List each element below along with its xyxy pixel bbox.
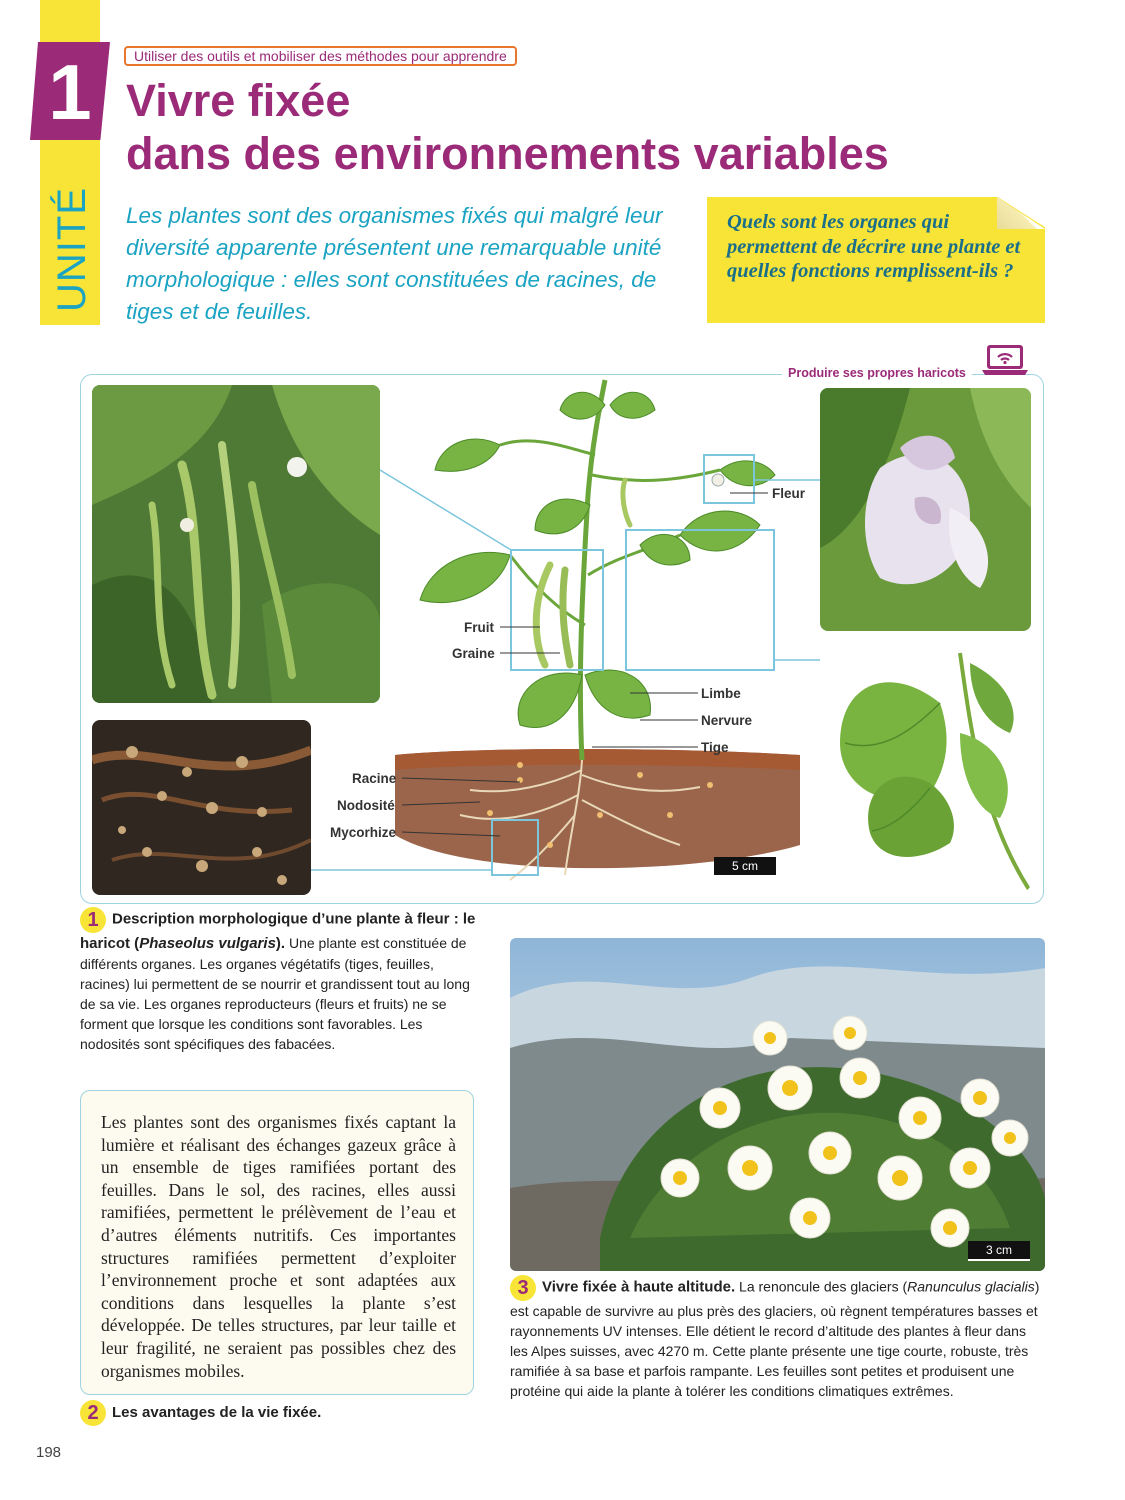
page-title-line2: dans des environnements variables: [126, 128, 889, 179]
label-fleur: Fleur: [772, 486, 806, 501]
doc3-caption-body-b: ) est capable de survivre au plus près des glaciers, où règnent températures basses et rayonnements UV intenses. Elle détient le record d’altitude des plantes à fleur dans les Alpes suisses, avec 4270 m. Cette plante présente une tige courte, robuste, très ramifiée à sa base et parfois rampante. Les feuilles sont petites et produisent une protéine qui aide la plante à tolérer les conditions climatiques extrêmes.: [510, 1278, 1040, 1399]
label-tige: Tige: [701, 740, 729, 755]
label-fruit: Fruit: [464, 620, 494, 635]
subject-tag: Utiliser des outils et mobiliser des méthodes pour apprendre: [124, 46, 517, 66]
doc1-caption-body: Une plante est constituée de différents organes. Les organes végétatifs (tiges, feuilles, racines) lui permettent de se nourrir et grandissent tout au long de sa vie. Les organes reproducteurs (fleurs et fruits) ne se forment que lorsque les conditions sont favorables. Les nodosités sont spécifiques des fabacées.: [80, 935, 470, 1052]
doc2-caption: [80, 1400, 321, 1426]
doc2-caption-title: Les avantages de la vie fixée.: [112, 1404, 322, 1421]
unit-number: 1: [48, 48, 92, 136]
photo-glacier-buttercup: [510, 938, 1045, 1271]
doc3-caption-title: Vivre fixée à haute altitude.: [542, 1278, 736, 1296]
label-graine: Graine: [452, 646, 495, 661]
doc3-caption-species: Ranunculus glacialis: [907, 1278, 1035, 1295]
doc1-caption-title: Description morphologique d’une plante à fleur : le haricot (: [80, 910, 476, 952]
doc2-text-box: [80, 1090, 474, 1395]
question-text: Quels sont les organes qui permettent de décrire une plante et quelles fonctions remplissent-ils ?: [727, 211, 1021, 282]
doc1-caption: [80, 907, 480, 1054]
doc3-caption-body-a: La renoncule des glaciers (: [735, 1278, 908, 1295]
label-mycorhize: Mycorhize: [330, 825, 397, 840]
unit-label: UNITÉ: [50, 187, 94, 312]
page-number: 198: [36, 1444, 62, 1461]
label-limbe: Limbe: [701, 686, 741, 701]
page-title-line1: Vivre fixée: [126, 75, 351, 126]
doc1-caption-title-end: ).: [275, 935, 286, 952]
doc2-text: Les plantes sont des organismes fixés captant la lumière et réalisant des échanges gazeux grâce à un ensemble de tiges ramifiées portant des feuilles. Dans le sol, des racines, elles aussi ramifiées, permettent le prélèvement de l’eau et d’autres éléments nutritifs. Ces importantes structures ramifiées permettent d’exploiter l’environnement proche et sont adaptées aux conditions dans lesquelles la plante s’est développée. De telles structures, par leur taille et leur fragilité, ne seraient pas possibles chez des organismes mobiles.: [101, 1112, 456, 1381]
doc3-number-badge: 3: [510, 1275, 536, 1301]
label-nodosite: Nodosité: [337, 798, 395, 813]
doc3-caption: [510, 1275, 1045, 1401]
scale-bar-doc1: 5 cm: [714, 857, 776, 877]
doc1-caption-species: Phaseolus vulgaris: [139, 935, 276, 952]
label-racine: Racine: [352, 771, 397, 786]
intro-text: Les plantes sont des organismes fixés qui malgré leur diversité apparente présentent une remarquable unité morphologique : elles sont constituées de racines, de tiges et de feuilles.: [126, 203, 663, 324]
doc2-number-badge: 2: [80, 1400, 106, 1426]
scale-bar-doc3: 3 cm: [968, 1241, 1030, 1261]
doc1-number-badge: 1: [80, 907, 106, 933]
online-resource-link[interactable]: Produire ses propres haricots: [782, 365, 972, 381]
label-nervure: Nervure: [701, 713, 753, 728]
